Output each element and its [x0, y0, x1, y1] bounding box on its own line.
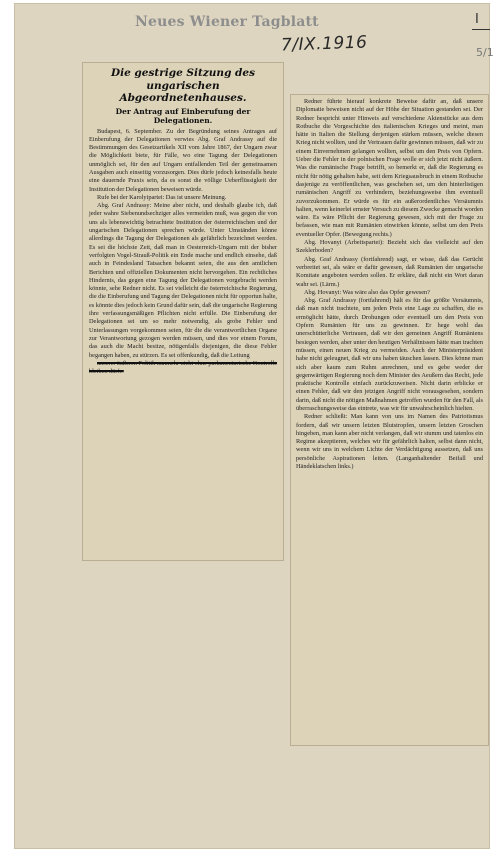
clipping-left-column [82, 62, 284, 561]
paragraph: Abg. Hovanyi (Arbeitspartei): Bezieht sich das vielleicht auf den Szeklerboden? [296, 239, 483, 255]
clipping-right-column [290, 94, 489, 746]
handwritten-roman-numeral: I [475, 12, 479, 27]
paragraph: Abg. Graf Andrassy (fortfahrend) hält es für das größte Versäumnis, daß man nicht trachtete, um jeden Preis eine Lage zu schaffen, die es ermöglicht hätte, durch Drohungen oder eventuell um den Preis von Opfern Rumänien für uns zu gewinnen. Er hege wohl das unerschütterliche Vertrauen, daß wir den gemeinen Angriff Rumäniens besiegen werden, aber unter den heutigen Verhältnissen hätte man trachten müssen, einen neuen Krieg zu vermeiden. Auch der Ministerpräsident habe nicht geleugnet, daß wir uns haben täuschen lassen. Dies könne man sich aber kaum zum Ruhm anrechnen, und es gebe weder der gegenwärtigen Regierung noch dem Minister des Aeußern das Recht, jede praktische Kontrolle einfach zurückzuweisen. Nicht darin erblicke er einen Fehler, daß wir den jetzigen Angriff nicht vorausgesehen, sondern darin, daß nicht die nötigen Maßnahmen getroffen wurden für den Fall, als überraschungsweise das eintrete, was wir für unwahrscheinlich hielten. [296, 297, 483, 412]
right-column-body [296, 98, 483, 471]
roman-numeral-underline [472, 29, 490, 30]
paragraph: Abg. Graf Andrassy: Meine aber nicht, und deshalb glaube ich, daß jeder wahre Siebenundsechziger alles vermeiden muß, was gegen die von uns als lebenswichtig betrachtete Institution der österreichischen und der ungarischen Delegationen sprechen würde. Unter Umständen könne allerdings die Tagung der Delegationen als gefährlich bezeichnet werden. Es sei die höchste Zeit, daß man in Oesterreich-Ungarn mit der bisher verfolgten Vogel-Strauß-Politik ein Ende mache und endlich einsehe, daß auch in Feindesland Tatsachen bekannt seien, die aus den amtlichen Berichten und offiziellen Dokumenten nicht hervorgehen. Ein rechtliches Hindernis, das gegen eine Tagung der Delegationen vorgebracht werden könnte, sehe Redner nicht. Es sei vielleicht die österreichische Regierung, die die Einberufung und Tagung der Delegationen nicht für opportun halte, es könnte dies jedoch kein Grund dafür sein, daß die ungarische Regierung ihre verfassungsmäßigen Pflichten nicht erfülle. Die Einberufung der Delegationen sei um so mehr notwendig, als grobe Fehler und Unterlassungen vorgekommen seien, für die die verantwortlichen Organe zur Verantwortung gezogen werden müssen, und dies vor einem Forum, das auch die Macht besitze, nötigenfalls diejenigen, die diese Fehler begangen haben, zu stürzen. Es sei offenkundig, daß die Leitung [89, 202, 277, 359]
paragraph: Redner führte hierauf konkrete Beweise dafür an, daß unsere Diplomatie beweisen nicht auf der Höhe der Situation gestanden sei. Der Redner bespricht unter Hinweis auf verschiedene Aktenstücke aus dem Rotbuche die Vorgeschichte des italienischen Krieges und meint, man hätte in Italien die Stellung derjenigen stärken müssen, welche diesen Krieg nicht wollten, und ihr Vertrauen dafür gewinnen müssen, daß wir zu einem Einvernehmen gelangen wollten, selbst um den Preis von Opfern. Ueber die Fehler in der polnischen Frage wolle er sich jetzt nicht äußern. Was die rumänische Frage betrifft, so bemerkt er, daß die Regierung es nicht für nötig gehalten habe, seit dem Kriegsausbruch in einem Rotbuche dasjenige zu veröffentlichen, was geschehen sei, um den hinterlistigen rumänischen Angriff zu verhindern, beziehungsweise ihm eventuell zuvorzukommen. Er würde es für ein außerordentliches Versäumnis halten, wenn keinerlei ernster Versuch zu diesem Zwecke gemacht worden wäre. Es wäre Pflicht der Regierung gewesen, sich mit der Frage zu befassen, wie man mit Rumänien einwirken könnte, selbst um den Preis eventueller Opfer. (Bewegung rechts.) [296, 98, 483, 238]
left-column-body [89, 128, 277, 377]
paragraph: Rufe bei der Karolyipartei: Das ist unsere Meinung. [97, 193, 227, 201]
paragraph: Redner schließt: Man kann von uns im Namen des Patriotismus fordern, daß wir unsern letzten Blutstropfen, unsern letzten Groschen hingeben, man kann aber nicht verlangen, daß wir stumm und tatenlos ein Regime akzeptieren, welches wir für gefährlich halten, selbst dann nicht, wenn wir uns in welchem Lichte der Verdächtigung aussetzen, daß uns persönliche Aspirationen leiten. (Langanhaltender Beifall und Händeklatschen links.) [296, 413, 483, 471]
article-headline: Die gestrige Sitzung des ungarischen Abgeordnetenhauses. [111, 67, 255, 104]
newspaper-masthead: Neues Wiener Tagblatt [135, 14, 319, 30]
article-subhead: Der Antrag auf Einberufung der Delegationen. [115, 106, 251, 125]
paragraph: Abg. Hovanyi: Was wäre also das Opfer gewesen? [304, 288, 430, 296]
crossed-out-line: unserer äußeren Politik nunmehr nicht ohne parlamentarische Kontrolle bleiben dürfe. [89, 359, 277, 376]
paragraph: Abg. Graf Andrassy (fortfahrend) sagt, er wisse, daß das Gerücht verbreitet sei, als wäre er dafür gewesen, daß Rumänien der ungarische Komitate angeboten werden sollen. Er erkläre, daß nicht ein Wort daran wahr sei. (Lärm.) [296, 255, 483, 288]
handwritten-date: 7/IX.1916 [280, 32, 368, 56]
paragraph: Budapest, 6. September. Zu der Begründung seines Antrages auf Einberufung der Delegationen verwies Abg. Graf Andrassy auf die Bestimmungen des Gesetzartikels XII vom Jahre 1867, der Ungarn zwar die Möglichkeit biete, für Fälle, wo eine Tagung der Delegationen unmöglich sei, für den auf Ungarn entfallenden Teil der gemeinsamen Ausgaben auch einseitig vorzusorgen. Dies dürfe jedoch keinesfalls heute eine dauernde Praxis sein, da es sonst die völlige Ueberflüssigkeit der Institution der Delegationen beweisen würde. [89, 127, 277, 193]
handwritten-page-number: 5/1 [476, 46, 494, 59]
